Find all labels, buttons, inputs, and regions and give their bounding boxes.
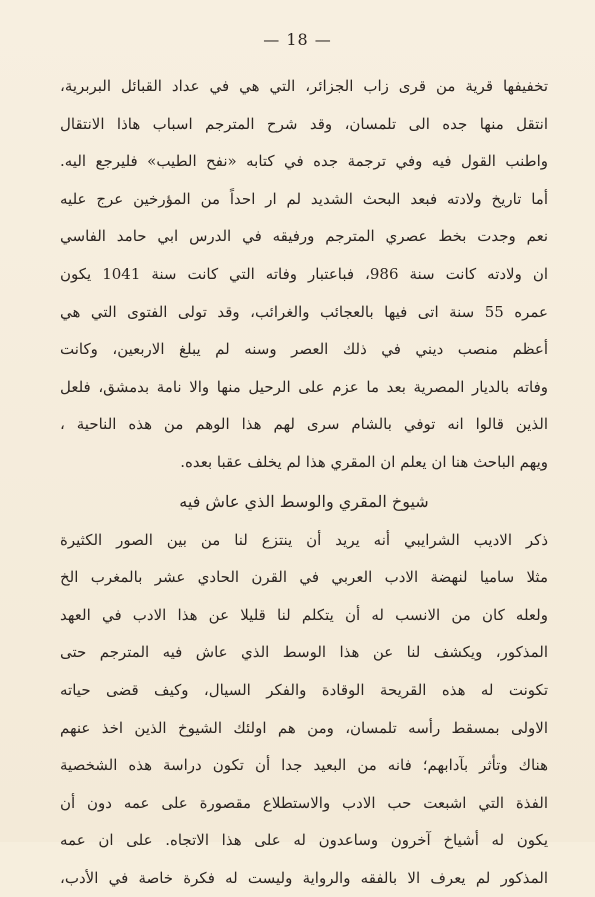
text-line: المذكور، ويكشف لنا عن هذا الوسط الذي عاش فيه المترجم حتى [60,643,548,662]
text-line: الذين قالوا انه توفي بالشام سرى لهم هذا الوهم من هذه الناحية ، [60,415,548,434]
text-line: الفذة التي اشبعت حب الادب والاستطلاع مقصورة على عمه دون أن [60,793,548,812]
text-line: أعظم منصب ديني في ذلك العصر وسنه لم يبلغ الاربعين، وكانت [60,340,548,359]
page-number: — 18 — [263,30,332,49]
text-line: مثلا ساميا لنهضة الادب العربي في القرن الحادي عشر بالمغرب الخ [60,568,548,587]
text-line-last: ويهم الباحث هنا ان يعلم ان المقري هذا لم يخلف عقبا بعده. [180,452,548,471]
text-line: انتقل منها جده الى تلمسان، وقد شرح المترجم اسباب هاذا الانتقال [60,114,548,133]
text-line: الاولى بمسقط رأسه تلمسان، ومن هم اولئك الشيوخ الذين اخذ عنهم [60,718,548,737]
text-line: تكونت له هذه القريحة الوقادة والفكر السيال، وكيف قضى حياته [60,680,548,699]
text-line: نعم وجدت بخط عصري المترجم ورفيقه في الدرس ابي حامد الفاسي [60,227,548,246]
text-line: المذكور لم يعرف الا بالفقه والرواية وليست له فكرة خاصة في الأدب، [60,868,548,887]
section-heading: شيوخ المقري والوسط الذي عاش فيه [179,491,429,511]
text-line: ان ولادته كانت سنة 986، فباعتبار وفاته التي كانت سنة 1041 يكون [60,264,548,283]
text-line: هناك وتأثر بآدابهم؛ فانه من البعيد جدا أن تكون دراسة هذه الشخصية [60,756,548,775]
text-line: واطنب القول فيه وفي ترجمة جده في كتابه «نفح الطيب» فليرجع اليه. [60,152,548,171]
page-body [60,68,548,897]
text-line: ولعله كان من الانسب له أن يتكلم لنا قليلا عن هذا الادب في العهد [60,605,548,624]
text-line: أما تاريخ ولادته فبعد البحث الشديد لم ار احداً من المؤرخين عرج عليه [60,189,548,208]
text-line: ذكر الاديب الشرايبي أنه يريد أن ينتزع لنا من بين الصور الكثيرة [60,530,548,549]
text-line: عمره 55 سنة اتى فيها بالعجائب والغرائب، وقد تولى الفتوى التي هي [60,302,548,321]
text-line: يكون له أشياخ آخرون وساعدون له على هذا الاتجاه. على ان عمه [60,831,548,850]
text-line: وفاته بالديار المصرية بعد ما عزم على الرحيل منها والا نامة بدمشق، فلعل [60,377,548,396]
text-line: تخفيفها قرية من قرى زاب الجزائر، التي هي في عداد القبائل البربرية، [60,77,548,95]
